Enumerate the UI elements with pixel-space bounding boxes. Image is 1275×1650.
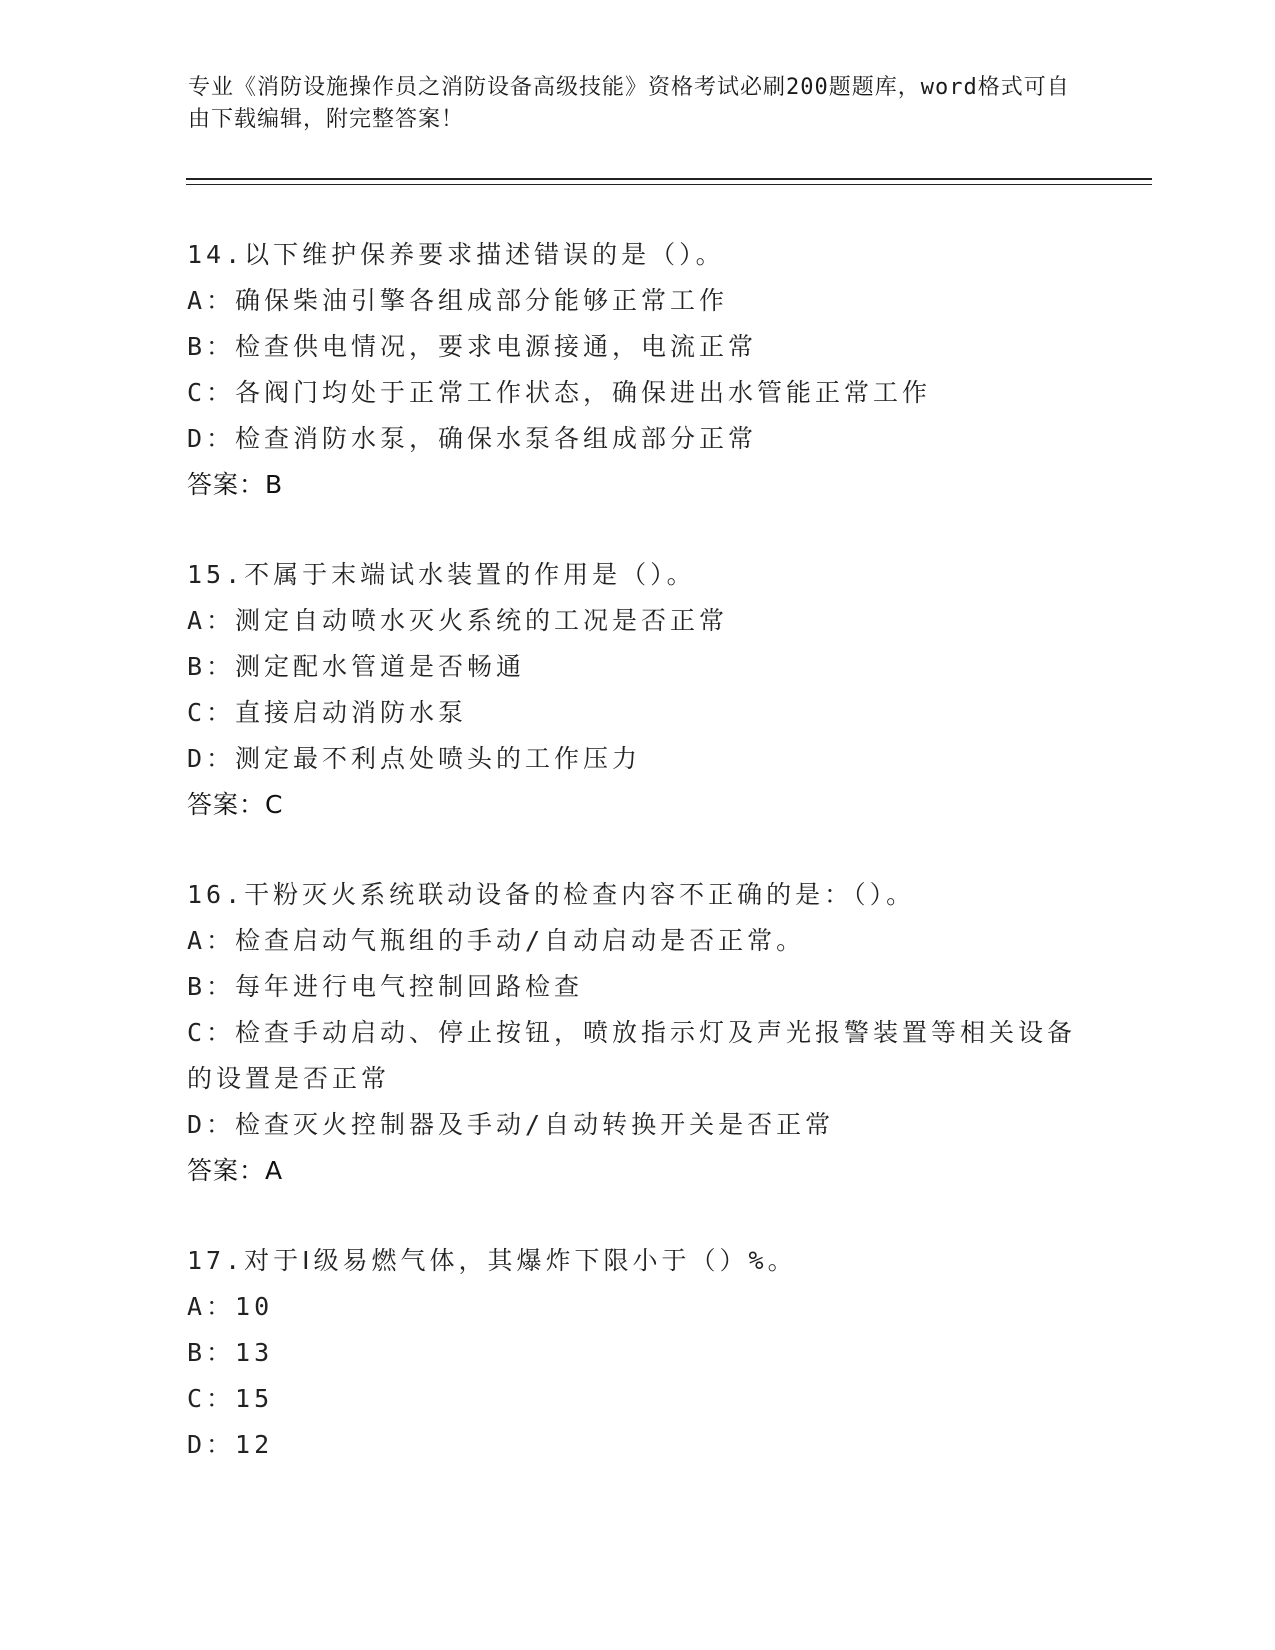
question-15 — [187, 552, 1087, 828]
option-c: C：检查手动启动、停止按钮，喷放指示灯及声光报警装置等相关设备的设置是否正常 — [187, 1018, 1077, 1093]
answer-line: 答案：A — [187, 1156, 284, 1185]
option-a: A：检查启动气瓶组的手动/自动启动是否正常。 — [187, 926, 806, 955]
question-stem: 17.对于Ⅰ级易燃气体，其爆炸下限小于（）%。 — [187, 1246, 797, 1275]
option-a: A：测定自动喷水灭火系统的工况是否正常 — [187, 606, 729, 635]
option-c: C：各阀门均处于正常工作状态，确保进出水管能正常工作 — [187, 378, 932, 407]
question-14 — [187, 232, 1087, 508]
header-text: 专业《消防设施操作员之消防设备高级技能》资格考试必刷200题题库，word格式可自由下载编辑，附完整答案！ — [188, 75, 1070, 132]
option-b: B：13 — [187, 1338, 274, 1367]
option-c: C：直接启动消防水泵 — [187, 698, 468, 727]
option-d: D：检查灭火控制器及手动/自动转换开关是否正常 — [187, 1110, 835, 1139]
option-b: B：每年进行电气控制回路检查 — [187, 972, 584, 1001]
option-a: A：确保柴油引擎各组成部分能够正常工作 — [187, 286, 729, 315]
option-a: A：10 — [187, 1292, 274, 1321]
option-b: B：测定配水管道是否畅通 — [187, 652, 526, 681]
option-d: D：检查消防水泵，确保水泵各组成部分正常 — [187, 424, 758, 453]
question-list — [187, 232, 1087, 1512]
option-b: B：检查供电情况，要求电源接通，电流正常 — [187, 332, 758, 361]
question-stem: 16.干粉灭火系统联动设备的检查内容不正确的是：（）。 — [187, 880, 916, 909]
question-stem: 14.以下维护保养要求描述错误的是（）。 — [187, 240, 725, 269]
header-divider-thick — [186, 178, 1152, 180]
document-header — [188, 72, 1088, 136]
answer-line: 答案：C — [187, 790, 284, 819]
answer-line: 答案：B — [187, 470, 284, 499]
question-17 — [187, 1238, 1087, 1468]
option-d: D：12 — [187, 1430, 274, 1459]
option-d: D：测定最不利点处喷头的工作压力 — [187, 744, 642, 773]
header-divider-thin — [186, 184, 1152, 185]
option-c: C：15 — [187, 1384, 274, 1413]
question-16 — [187, 872, 1087, 1194]
question-stem: 15.不属于末端试水装置的作用是（）。 — [187, 560, 696, 589]
